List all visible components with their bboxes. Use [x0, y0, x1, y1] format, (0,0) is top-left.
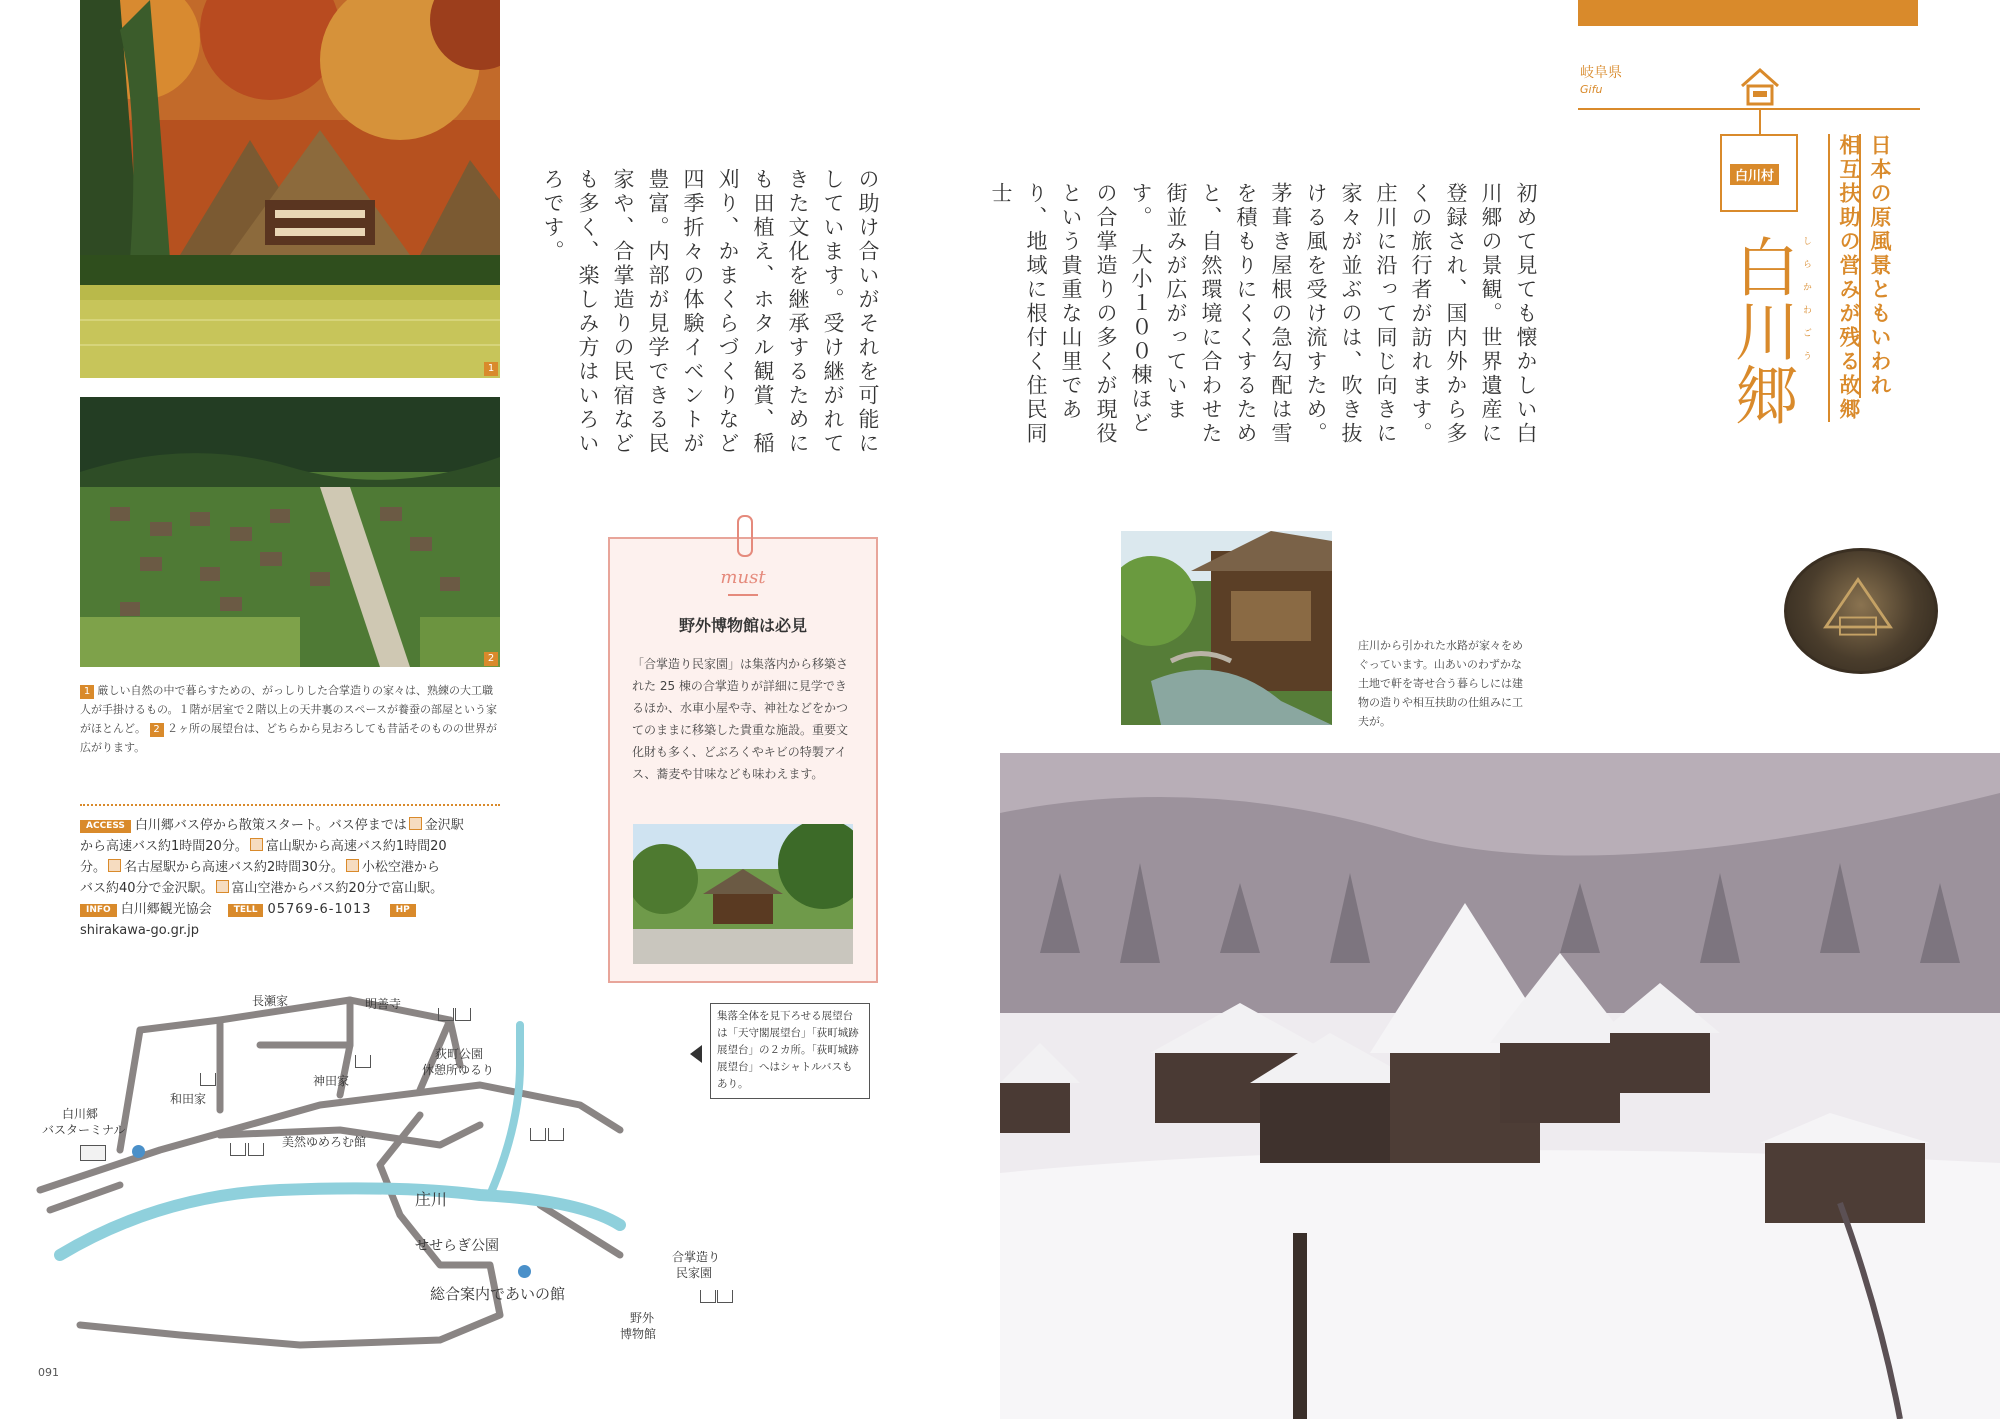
- waterway-caption: 庄川から引かれた水路が家々をめぐっています。山あいのわずかな土地で軒を寄せ合う暮らしには建物の造りや相互扶助の仕組みに工夫が。: [1358, 639, 1523, 728]
- map-label-seseragi: せせらぎ公園: [415, 1238, 499, 1254]
- prefecture-label: 岐阜県: [1580, 65, 1622, 81]
- house-icon: [717, 1290, 733, 1303]
- info-icon: [132, 1145, 145, 1158]
- map-label-wadake: 和田家: [170, 1092, 207, 1106]
- train-icon: [108, 859, 121, 872]
- must-text: 「合掌造り民家園」は集落内から移築された 25 棟の合掌造りが詳細に見学できるほか、水車小屋や寺、神社などをかつてのままに移築した貴重な施設。重要文化財も多く、どぶろくやキビの特製アイス、蕎麦や甘味なども味わえます。: [632, 657, 849, 781]
- photo-caption-main: [80, 681, 500, 757]
- map-label-museum-2: 博物館: [620, 1327, 657, 1341]
- photo-waterway: [1121, 531, 1332, 725]
- prefecture-romaji: Gifu: [1580, 83, 1603, 96]
- tel-number: 05769-6-1013: [267, 902, 372, 917]
- access-kanazawa: 金沢駅: [424, 818, 464, 833]
- photo-autumn-gassho: [80, 0, 500, 378]
- access-nagoya: 名古屋駅から高速バス約2時間30分。: [124, 860, 344, 875]
- must-title: 野外博物館は必見: [678, 616, 807, 635]
- train-icon: [409, 817, 422, 830]
- header-rule: [1578, 108, 1920, 110]
- bus-icon: [80, 1145, 106, 1161]
- viewpoint-marker-icon: [690, 1045, 702, 1063]
- subtitle-line1: 日本の原風景ともいわれ: [1859, 134, 1895, 398]
- paperclip-icon: [737, 515, 753, 557]
- house-icon: [230, 1143, 246, 1156]
- access-line3: 分。: [80, 860, 107, 875]
- house-icon: [438, 1008, 454, 1021]
- map-label-terminal-2: バスターミナル: [42, 1123, 126, 1137]
- access-toyama: 富山駅から高速バス約1時間20: [265, 839, 447, 854]
- hp-url[interactable]: shirakawa-go.gr.jp: [80, 923, 199, 938]
- plane-icon: [216, 880, 229, 893]
- access-line2: から高速バス約1時間20分。: [80, 839, 248, 854]
- caption-badge-2: 2: [150, 723, 164, 737]
- house-icon: [248, 1143, 264, 1156]
- header-orange-bar: [1578, 0, 1918, 26]
- map-label-minkaen-2: 民家園: [676, 1266, 713, 1280]
- caption-text-1: 厳しい自然の中で暮らすための、がっしりした合掌造りの家々は、熟練の大工職人が手掛けるもの。１階が居室で２階以上の天井裏のスペースが養蚕の部屋という家がほとんど。: [80, 684, 498, 735]
- access-komatsu: 小松空港から: [361, 860, 440, 875]
- hp-tag: HP: [390, 904, 416, 917]
- map-label-myozenji: 明善寺: [365, 997, 402, 1011]
- house-icon: [200, 1073, 216, 1086]
- map-label-terminal-1: 白川郷: [62, 1107, 99, 1121]
- body-text-left-column: の助け合いがそれを可能にしています。受け継がれてきた文化を継承するためにも田植え、ホタル観賞、稲刈り、かまくらづくりなど四季折々の体験イベントが豊富。内部が見学できる民家や、合掌造りの民宿なども多く、楽しみ方はいろいろです。: [541, 168, 880, 456]
- house-icon: [355, 1055, 371, 1068]
- caption-text-2: ２ヶ所の展望台は、どちらから見おろしても昔話そのものの世界が広がります。: [80, 722, 497, 754]
- photo-winter-village: [1000, 753, 2000, 1419]
- access-divider: [80, 804, 500, 806]
- map-label-park-2: 休憩所ゆるり: [422, 1063, 495, 1077]
- village-label: 白川村: [1730, 164, 1779, 185]
- caption-badge-1: 1: [80, 685, 94, 699]
- house-roof-icon: [1738, 66, 1782, 106]
- village-box: [1720, 134, 1798, 212]
- place-name: 白川郷: [1724, 234, 1798, 426]
- info-icon: [518, 1265, 531, 1278]
- map-label-shokawa: 庄川: [415, 1190, 448, 1209]
- map-label-kandake: 神田家: [313, 1074, 350, 1088]
- map-label-center: 総合案内であいの館: [430, 1285, 566, 1303]
- place-furigana: しらかわごう: [1801, 236, 1811, 374]
- must-label: must: [720, 567, 766, 588]
- plane-icon: [346, 859, 359, 872]
- map-label-minkaen-1: 合掌造り: [672, 1250, 721, 1264]
- map-callout-box: [710, 1003, 870, 1099]
- photo-badge-1: 1: [484, 362, 498, 376]
- village-map: [20, 965, 770, 1365]
- must-underline: [728, 594, 758, 596]
- photo-village-overview: [80, 397, 500, 667]
- map-label-nagase: 長瀬家: [252, 994, 289, 1008]
- manhole-cover-photo: [1784, 548, 1938, 674]
- access-line4: バス約40分で金沢駅。: [80, 881, 214, 896]
- map-label-museum-1: 野外: [630, 1311, 655, 1325]
- map-label-kinpo: 美然ゆめろむ館: [282, 1135, 367, 1149]
- access-toyama-airport: 富山空港からバス約20分で富山駅。: [231, 881, 444, 896]
- house-icon: [548, 1128, 564, 1141]
- info-tag: INFO: [80, 904, 117, 917]
- access-block: [80, 815, 510, 941]
- info-text: 白川郷観光協会: [120, 902, 212, 917]
- house-icon: [700, 1290, 716, 1303]
- train-icon: [250, 838, 263, 851]
- house-icon: [530, 1128, 546, 1141]
- header-connector: [1759, 108, 1761, 134]
- tel-tag: TELL: [228, 904, 264, 917]
- photo-badge-2: 2: [484, 652, 498, 666]
- map-callout-text: 集落全体を見下ろせる展望台は「天守閣展望台」「荻町城跡展望台」の２カ所。「荻町城跡展望台」へはシャトルバスもあり。: [717, 1010, 859, 1090]
- body-text-right-column: 初めて見ても懐かしい白川郷の景観。世界遺産に登録され、国内外から多くの旅行者が訪れます。庄川に沿って同じ向きに家々が並ぶのは、吹き抜ける風を受け流すため。茅葺き屋根の急勾配は雪を積もりにくくするためと、自然環境に合わせた街並みが広がっています。 大小１００棟ほどの合掌造りの多くが現役という貴重な山里であり、地域に根付く住民同士: [989, 182, 1538, 446]
- photo-gate: [633, 824, 853, 964]
- house-icon: [455, 1008, 471, 1021]
- access-tag: ACCESS: [80, 820, 131, 833]
- must-box: [608, 537, 878, 983]
- subtitle-line2: 相互扶助の営みが残る故郷: [1828, 134, 1864, 422]
- access-line1: 白川郷バス停から散策スタート。バス停までは: [134, 818, 407, 833]
- map-label-park-1: 荻町公園: [435, 1047, 484, 1061]
- page-number: 091: [38, 1366, 59, 1379]
